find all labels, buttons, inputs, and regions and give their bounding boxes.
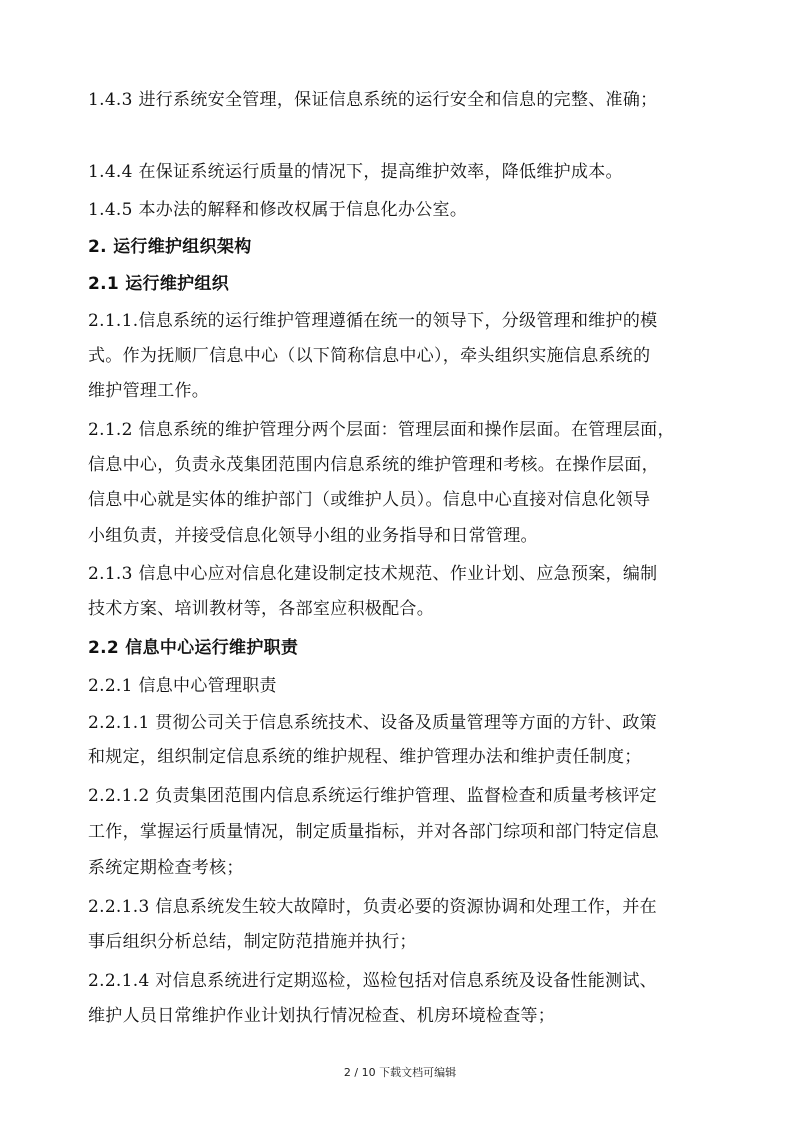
paragraph-line: 1.4.3 进行系统安全管理，保证信息系统的运行安全和信息的完整、准确； (88, 90, 658, 110)
paragraph-line: 2.2.1.3 信息系统发生较大故障时，负责必要的资源协调和处理工作，并在 (88, 897, 657, 917)
subsection-title: 2.2.1 信息中心管理职责 (88, 676, 277, 696)
paragraph-line: 式。作为抚顺厂信息中心（以下简称信息中心），牵头组织实施信息系统的 (88, 346, 651, 366)
paragraph-line: 系统定期检查考核； (88, 858, 244, 878)
paragraph-line: 事后组织分析总结，制定防范措施并执行； (88, 932, 417, 952)
paragraph-line: 技术方案、培训教材等，各部室应积极配合。 (88, 599, 434, 619)
paragraph-line: 信息中心就是实体的维护部门（或维护人员）。信息中心直接对信息化领导 (88, 490, 651, 510)
paragraph-line: 维护管理工作。 (88, 381, 210, 401)
paragraph-line: 1.4.4 在保证系统运行质量的情况下，提高维护效率，降低维护成本。 (88, 162, 623, 182)
paragraph-line: 2.2.1.4 对信息系统进行定期巡检，巡检包括对信息系统及设备性能测试、 (88, 971, 657, 991)
paragraph-line: 和规定，组织制定信息系统的维护规程、维护管理办法和维护责任制度； (88, 747, 642, 767)
paragraph-line: 2.1.1.信息系统的运行维护管理遵循在统一的领导下，分级管理和维护的模 (88, 311, 658, 331)
paragraph-line: 工作，掌握运行质量情况，制定质量指标，并对各部门综项和部门特定信息 (88, 822, 659, 842)
paragraph-line: 维护人员日常维护作业计划执行情况检查、机房环境检查等； (88, 1006, 556, 1026)
paragraph-line: 1.4.5 本办法的解释和修改权属于信息化办公室。 (88, 200, 468, 220)
subsection-heading: 2.2 信息中心运行维护职责 (88, 638, 299, 658)
paragraph-line: 小组负责，并接受信息化领导小组的业务指导和日常管理。 (88, 526, 538, 546)
paragraph-line: 2.2.1.1 贯彻公司关于信息系统技术、设备及质量管理等方面的方针、政策 (88, 713, 657, 733)
paragraph-line: 信息中心，负责永茂集团范围内信息系统的维护管理和考核。在操作层面， (88, 455, 659, 475)
paragraph-line: 2.1.2 信息系统的维护管理分两个层面：管理层面和操作层面。在管理层面， (88, 420, 675, 440)
page-footer: 2 / 10 下载文档可编辑 (343, 1066, 457, 1079)
paragraph-line: 2.2.1.2 负责集团范围内信息系统运行维护管理、监督检查和质量考核评定 (88, 786, 657, 806)
paragraph-line: 2.1.3 信息中心应对信息化建设制定技术规范、作业计划、应急预案，编制 (88, 564, 658, 584)
subsection-heading: 2.1 运行维护组织 (88, 274, 230, 294)
section-heading: 2. 运行维护组织架构 (88, 237, 252, 257)
